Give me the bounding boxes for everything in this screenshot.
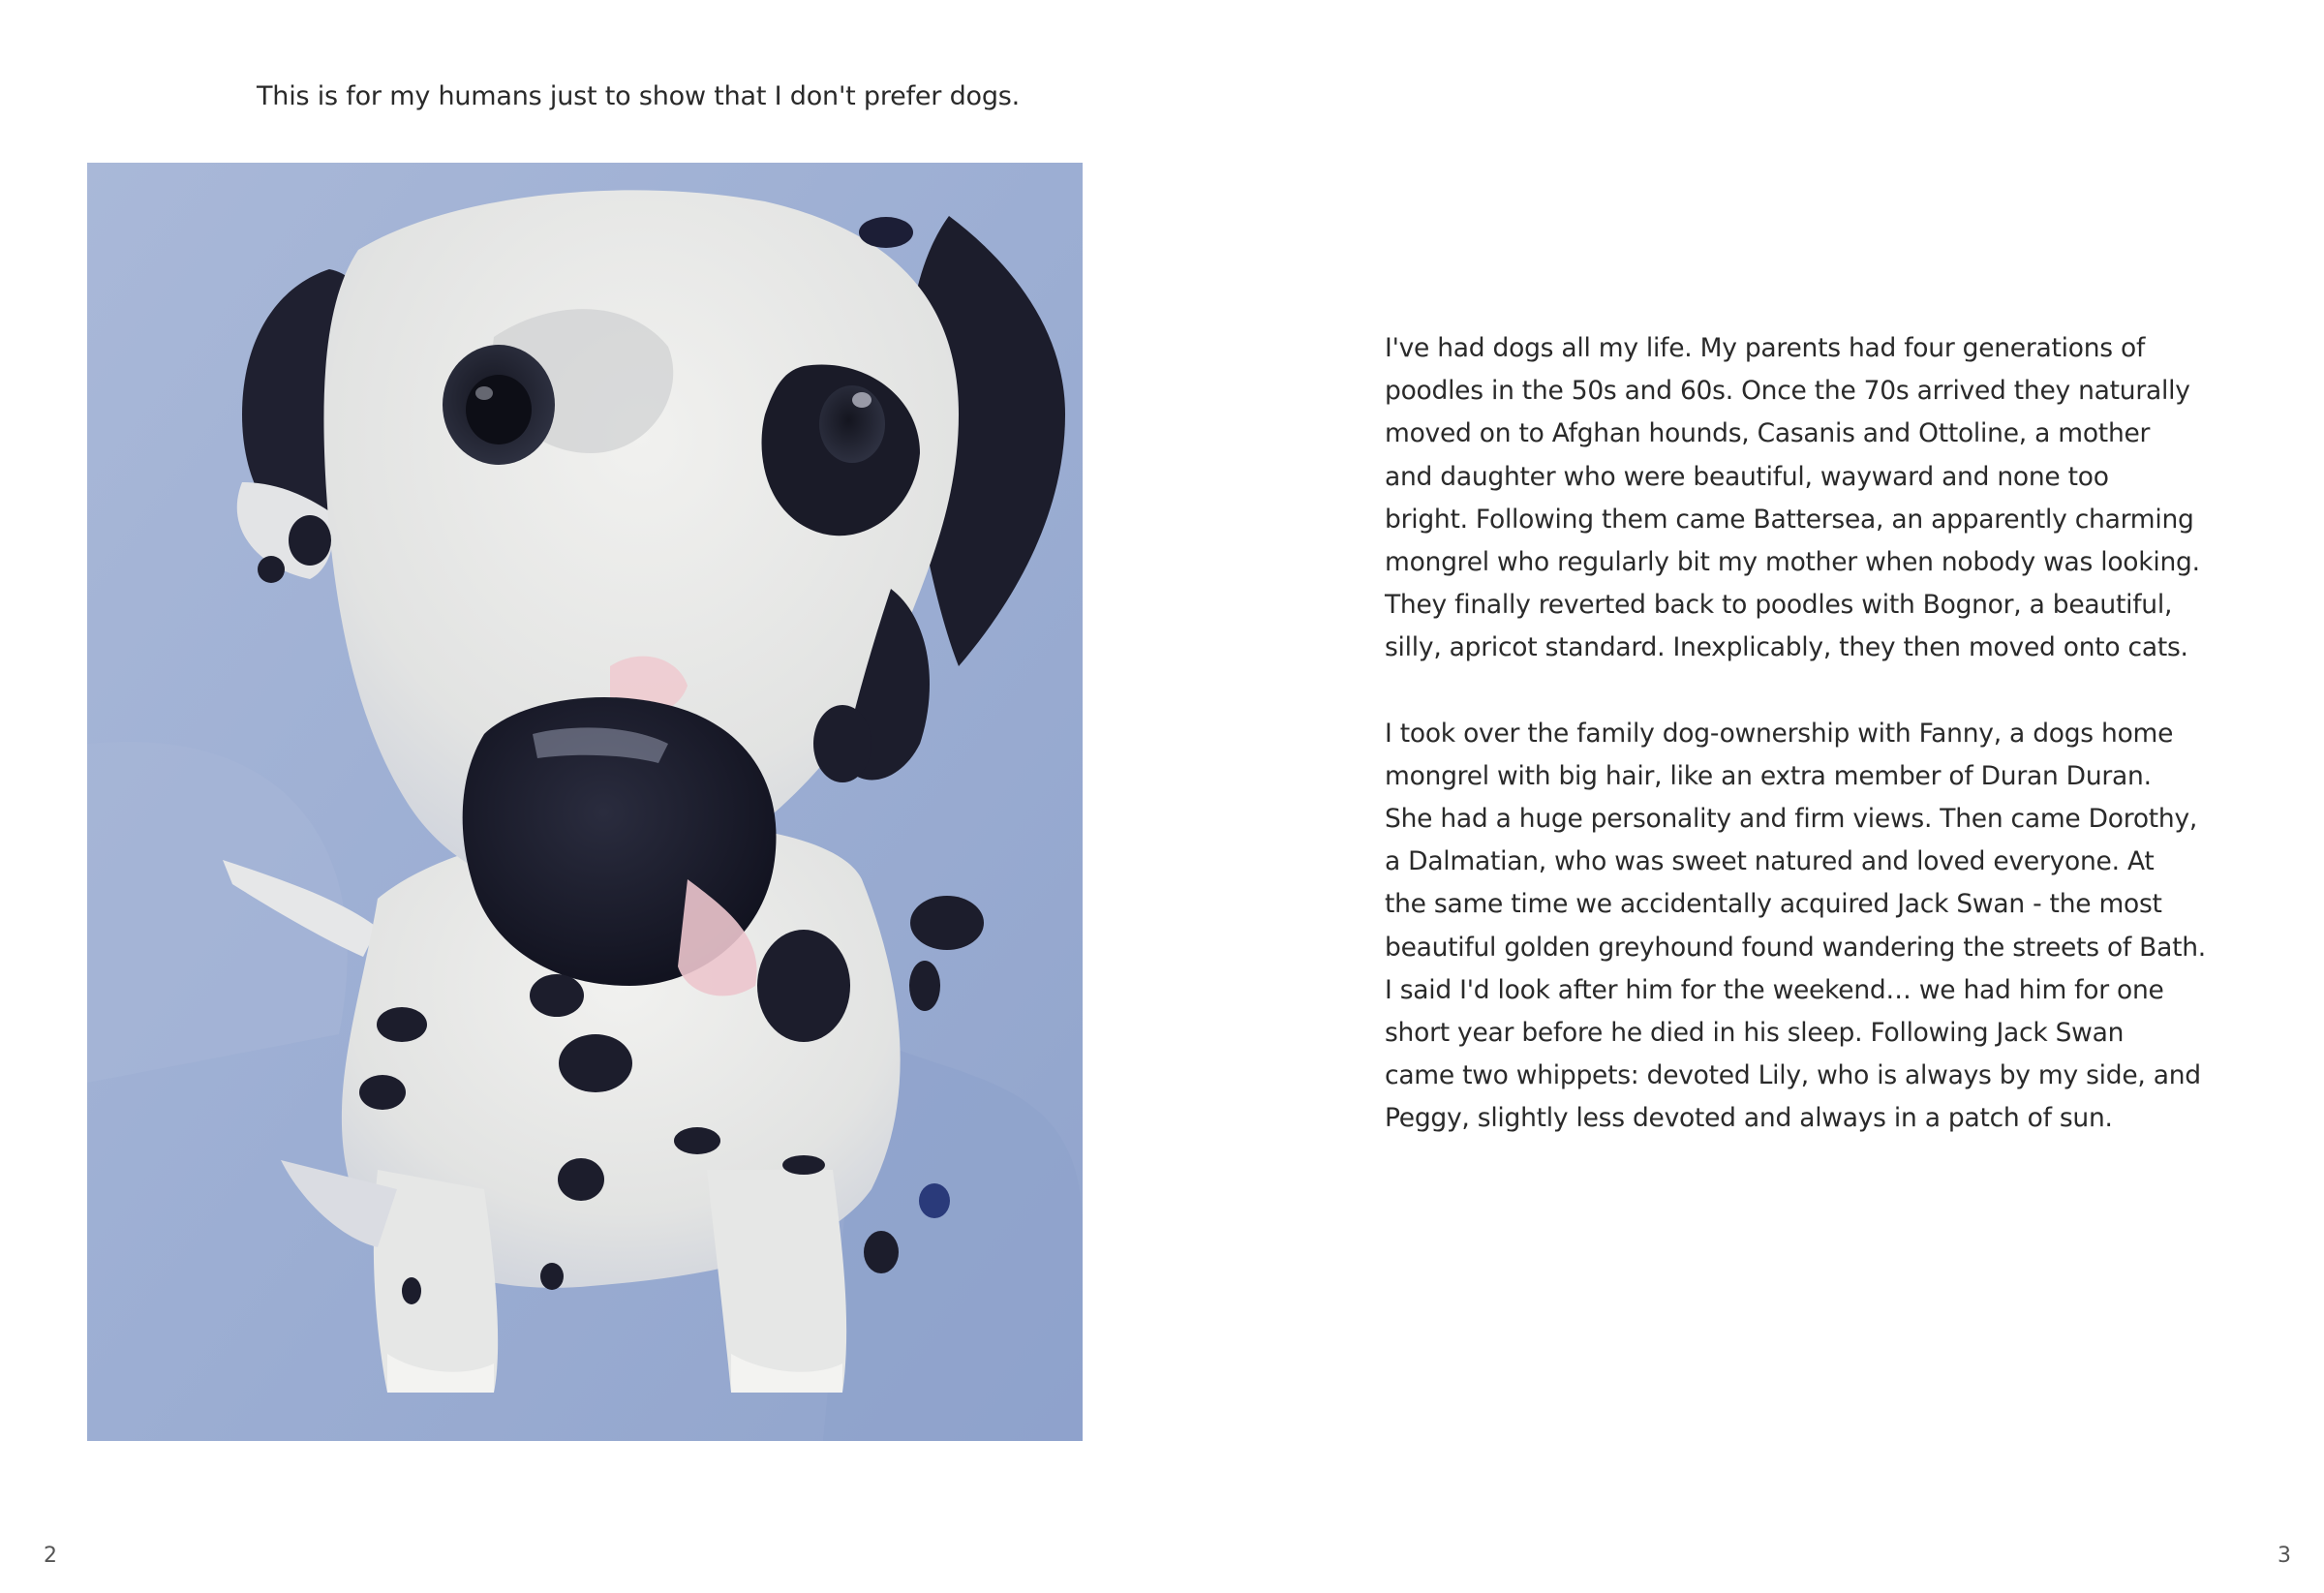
text-line: I've had dogs all my life. My parents had four generations of [1385, 333, 2146, 363]
text-line: poodles in the 50s and 60s. Once the 70s arrived they naturally [1385, 376, 2190, 407]
dalmatian-painting-art [87, 163, 1083, 1441]
text-line: short year before he died in his sleep. Following Jack Swan [1385, 1018, 2125, 1049]
painting-caption: This is for my humans just to show that I don't prefer dogs. [257, 81, 1021, 111]
story-text [1385, 327, 2237, 1183]
text-line: Peggy, slightly less devoted and always in a patch of sun. [1385, 1103, 2113, 1134]
text-line: and daughter who were beautiful, wayward and none too [1385, 461, 2109, 492]
paragraph-1 [1385, 327, 2237, 670]
text-line: a Dalmatian, who was sweet natured and loved everyone. At [1385, 846, 2155, 877]
text-line: silly, apricot standard. Inexplicably, they then moved onto cats. [1385, 632, 2188, 663]
text-line: mongrel with big hair, like an extra member of Duran Duran. [1385, 760, 2152, 791]
text-line: moved on to Afghan hounds, Casanis and Ottoline, a mother [1385, 418, 2151, 449]
text-line: the same time we accidentally acquired Jack Swan - the most [1385, 889, 2162, 920]
page-number-left: 2 [44, 1544, 57, 1568]
paragraph-2 [1385, 713, 2237, 1141]
text-line: bright. Following them came Battersea, an apparently charming [1385, 504, 2194, 535]
text-line: I said I'd look after him for the weekend… we had him for one [1385, 974, 2164, 1005]
text-line: They finally reverted back to poodles with Bognor, a beautiful, [1385, 590, 2173, 621]
text-line: She had a huge personality and firm views. Then came Dorothy, [1385, 804, 2198, 835]
page-number-right: 3 [2278, 1544, 2291, 1568]
text-line: mongrel who regularly bit my mother when nobody was looking. [1385, 547, 2200, 578]
text-line: beautiful golden greyhound found wandering the streets of Bath. [1385, 932, 2206, 963]
dalmatian-painting [87, 163, 1083, 1441]
text-line: I took over the family dog-ownership with Fanny, a dogs home [1385, 718, 2174, 749]
text-line: came two whippets: devoted Lily, who is always by my side, and [1385, 1060, 2201, 1091]
